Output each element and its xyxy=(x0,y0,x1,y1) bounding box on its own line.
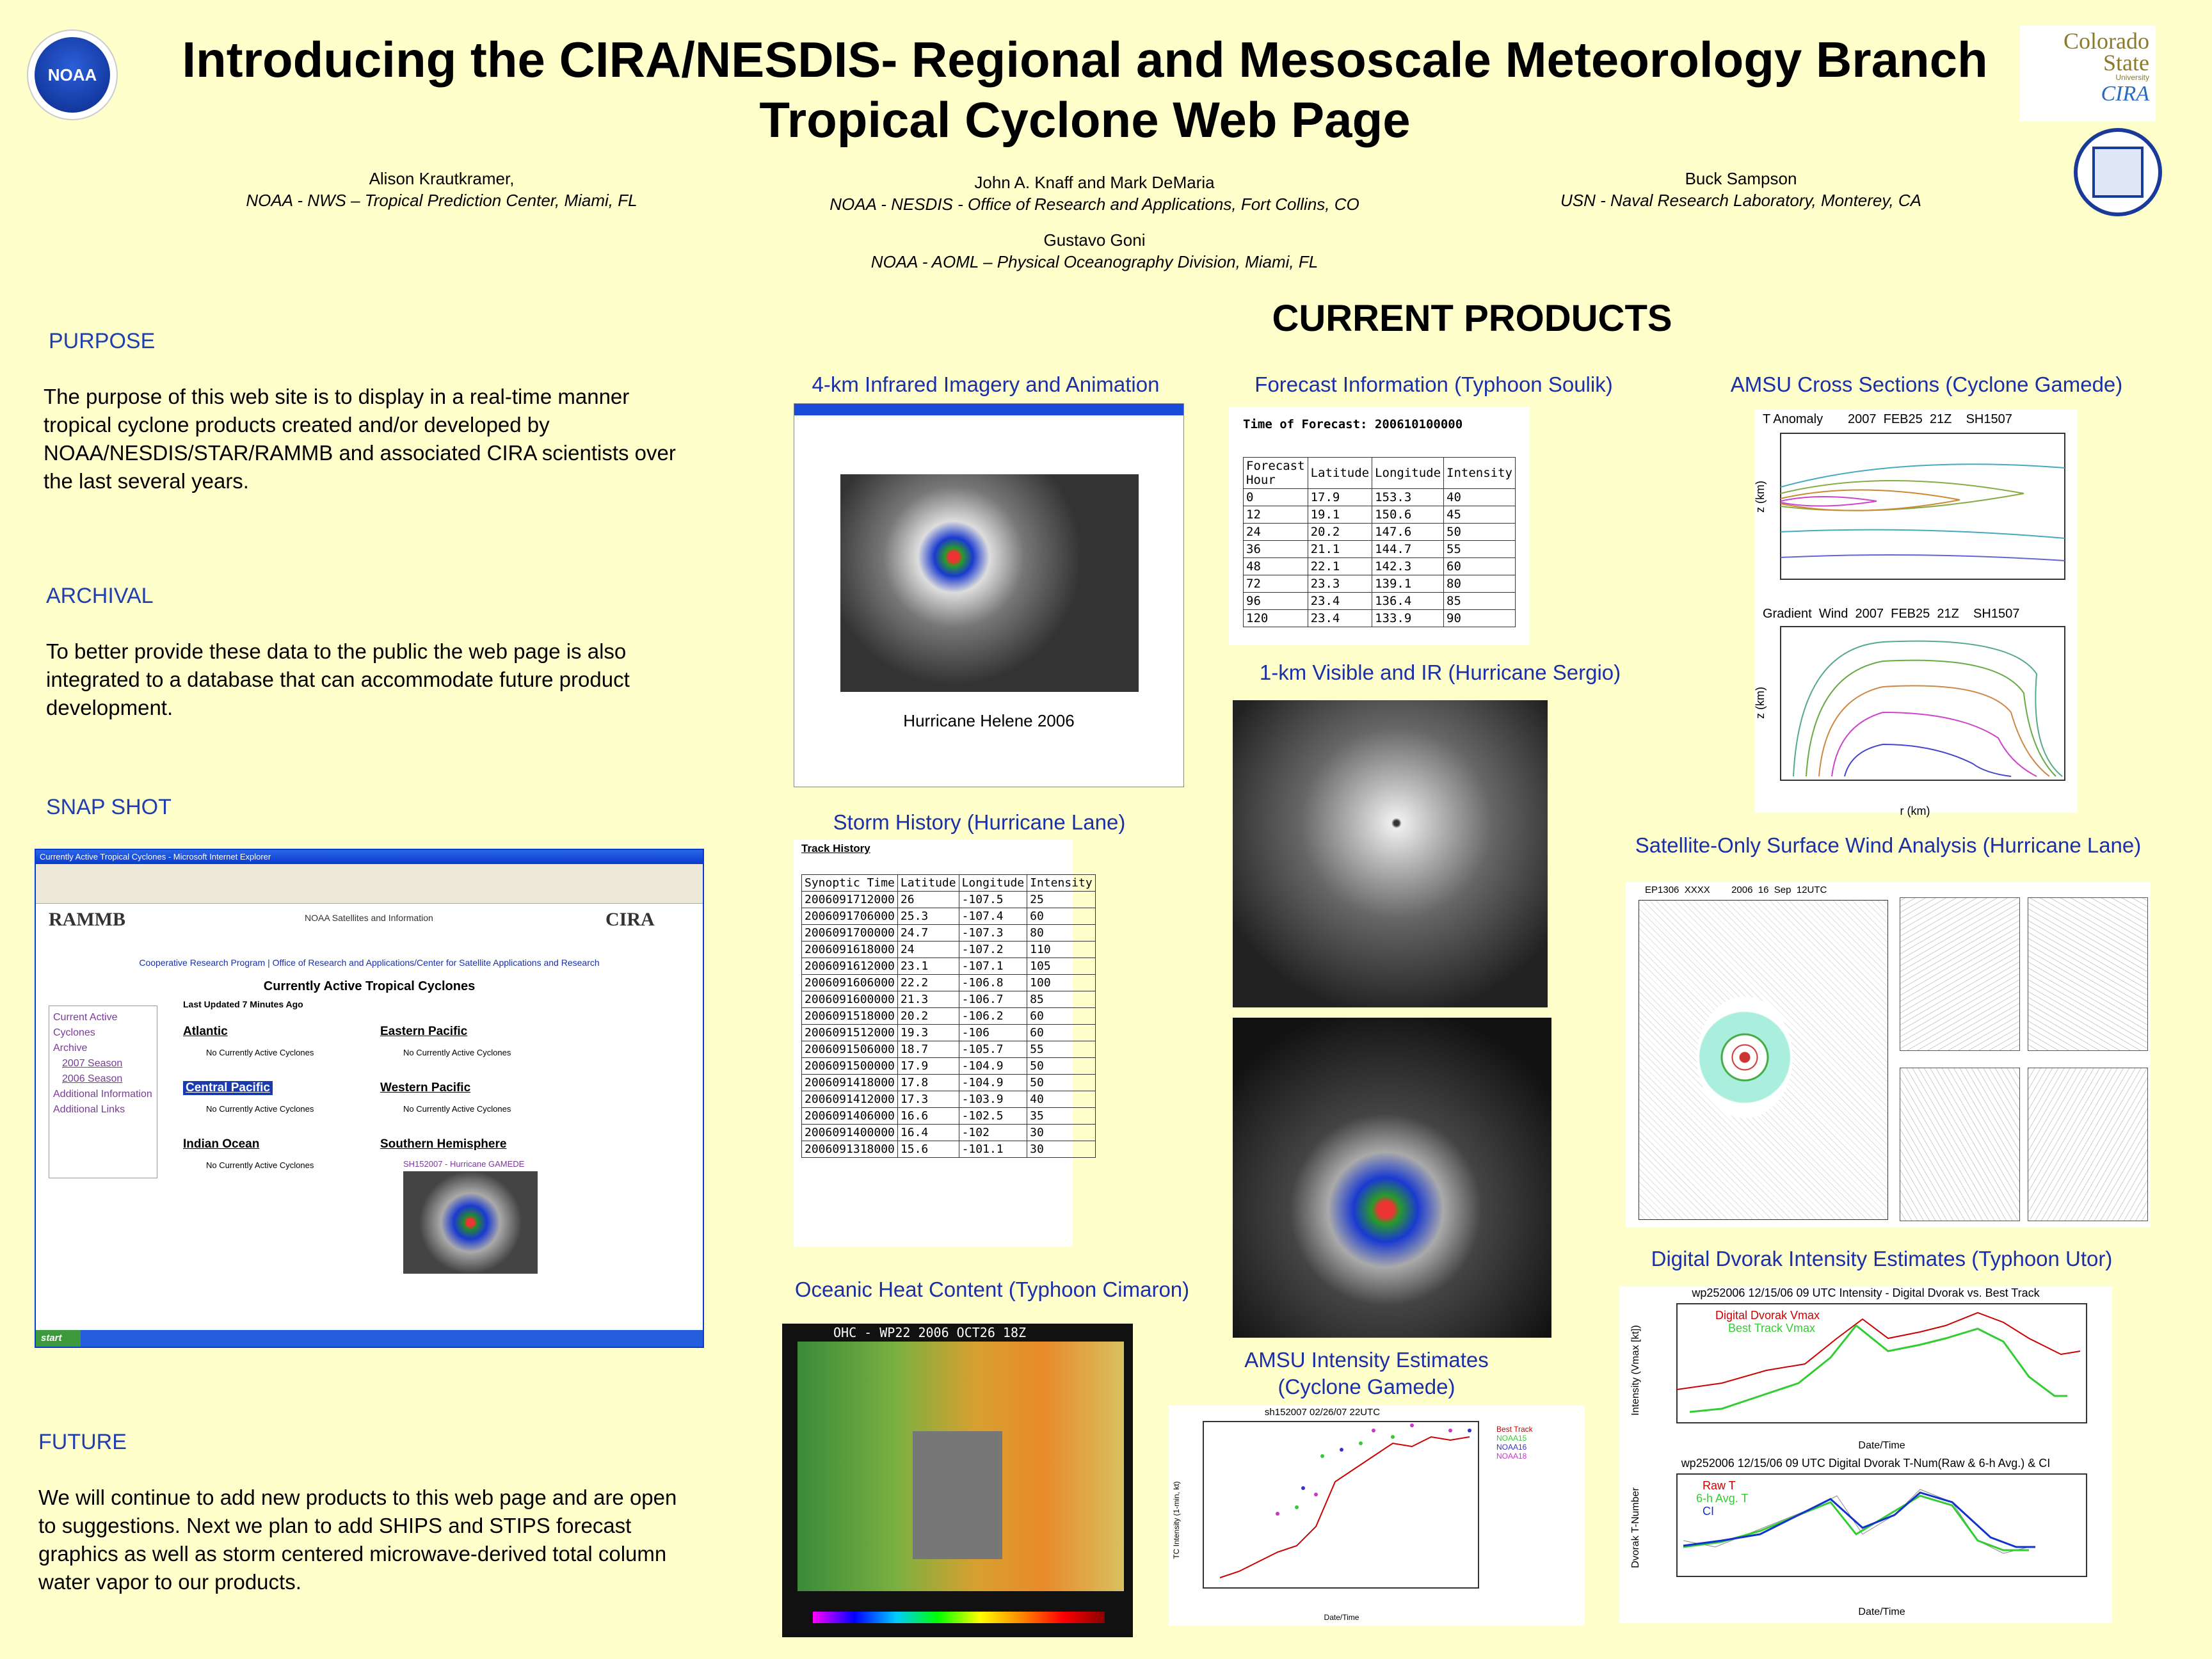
ohc-heading: Oceanic Heat Content (Typhoon Cimaron) xyxy=(794,1278,1190,1301)
cell: 72 xyxy=(1244,575,1308,593)
table-row xyxy=(802,1125,1096,1141)
table-row xyxy=(802,925,1096,942)
rammb-logo: RAMMB xyxy=(49,909,125,930)
track-history-label: Track History xyxy=(801,842,870,854)
cell: 35 xyxy=(1027,1108,1096,1125)
cell: 40 xyxy=(1444,489,1516,506)
basin-status: No Currently Active Cyclones xyxy=(403,1104,511,1114)
author-affiliation: NOAA - NESDIS - Office of Research and Applications, Fort Collins, CO xyxy=(830,195,1359,214)
x-axis-label: r (km) xyxy=(1900,805,1930,817)
table-row xyxy=(802,1008,1096,1025)
cell: 2006091400000 xyxy=(802,1125,898,1141)
cell: 24.7 xyxy=(897,925,959,942)
title-line-1: Introducing the CIRA/NESDIS- Regional and Mesoscale Meteorology Branch xyxy=(182,31,1988,88)
cell: 142.3 xyxy=(1372,558,1444,575)
ir-caption: Hurricane Helene 2006 xyxy=(903,711,1075,730)
wind-map-small-3 xyxy=(1900,1068,2020,1221)
cira-text: CIRA xyxy=(2101,82,2149,106)
cell: 96 xyxy=(1244,593,1308,610)
basin-eastern-pacific[interactable] xyxy=(380,1025,572,1057)
table-row xyxy=(802,1091,1096,1108)
cell: 48 xyxy=(1244,558,1308,575)
x-axis-label: Date/Time xyxy=(1858,1440,1905,1451)
ohc-colorbar xyxy=(813,1612,1105,1623)
nav-2006[interactable]: 2006 Season xyxy=(62,1073,123,1084)
nav-additional-info[interactable]: Additional Information xyxy=(53,1089,152,1100)
cell: 22.1 xyxy=(1308,558,1372,575)
author-affiliation: NOAA - NWS – Tropical Prediction Center, Miami, FL xyxy=(246,191,637,210)
purpose-heading: PURPOSE xyxy=(49,329,156,353)
col-header: Latitude xyxy=(1308,458,1372,489)
wind-map-small-4 xyxy=(2028,1068,2148,1221)
cell: -101.1 xyxy=(959,1141,1027,1158)
tanomaly-plot xyxy=(1755,429,2078,602)
forecast-table xyxy=(1243,457,1516,627)
cell: 136.4 xyxy=(1372,593,1444,610)
cell: 60 xyxy=(1027,908,1096,925)
amsu-cross-panel xyxy=(1754,410,2078,817)
future-text: We will continue to add new products to this web page and are open to suggestions. Next we plan to add SHIPS and STIPS forecast graphics as well as storm centered microwave-derived total column water vapor to our products. xyxy=(38,1486,677,1594)
cell: 36 xyxy=(1244,541,1308,558)
future-heading: FUTURE xyxy=(38,1430,127,1454)
y-axis-label: z (km) xyxy=(1754,481,1767,513)
table-row xyxy=(802,908,1096,925)
author-3 xyxy=(1523,168,1959,211)
dvorak-intensity-plot xyxy=(1619,1300,2112,1454)
table-row xyxy=(1244,610,1516,627)
cell: 2006091712000 xyxy=(802,892,898,908)
cell: 21.1 xyxy=(1308,541,1372,558)
author-affiliation: USN - Naval Research Laboratory, Monterey, CA xyxy=(1560,191,1922,210)
col-header: Latitude xyxy=(897,875,959,892)
csu-text-1: Colorado xyxy=(2064,28,2149,54)
csu-text-3: University xyxy=(2115,73,2149,82)
forecast-time: Time of Forecast: 200610100000 xyxy=(1243,417,1463,431)
cell: -104.9 xyxy=(959,1075,1027,1091)
cell: 147.6 xyxy=(1372,524,1444,541)
legend-ci: CI xyxy=(1703,1505,1714,1518)
cell: -107.5 xyxy=(959,892,1027,908)
cell: 23.3 xyxy=(1308,575,1372,593)
history-table xyxy=(801,874,1096,1158)
table-row xyxy=(802,892,1096,908)
x-axis-label: Date/Time xyxy=(1858,1607,1905,1617)
cell: -107.3 xyxy=(959,925,1027,942)
taskbar xyxy=(36,1330,703,1347)
cell: 90 xyxy=(1444,610,1516,627)
legend-avg-t: 6-h Avg. T xyxy=(1696,1492,1749,1505)
table-row xyxy=(802,958,1096,975)
cell: 85 xyxy=(1027,991,1096,1008)
title-line-2: Tropical Cyclone Web Page xyxy=(759,92,1411,148)
wind-label: EP1306 XXXX 2006 16 Sep 12UTC xyxy=(1645,885,1827,895)
cell: 50 xyxy=(1027,1058,1096,1075)
cell: 15.6 xyxy=(897,1141,959,1158)
cell: 2006091512000 xyxy=(802,1025,898,1041)
cell: 120 xyxy=(1244,610,1308,627)
wind-map-small-1 xyxy=(1900,897,2020,1051)
ohc-label: OHC - WP22 2006 OCT26 18Z xyxy=(833,1325,1027,1340)
wind-heading: Satellite-Only Surface Wind Analysis (Hurricane Lane) xyxy=(1635,833,2142,857)
cell: 139.1 xyxy=(1372,575,1444,593)
basin-name: Indian Ocean xyxy=(183,1137,260,1151)
cell: 25.3 xyxy=(897,908,959,925)
y-axis-label: Intensity (Vmax [kt]) xyxy=(1630,1325,1641,1416)
cell: 45 xyxy=(1444,506,1516,524)
purpose-text: The purpose of this web site is to display in a real-time manner tropical cyclone products created and/or developed by NOAA/NESDIS/STAR/RAMMB and associated CIRA scientists over the last several years. xyxy=(44,385,676,493)
cell: 40 xyxy=(1027,1091,1096,1108)
cell: 85 xyxy=(1444,593,1516,610)
cell: 18.7 xyxy=(897,1041,959,1058)
ohc-map xyxy=(782,1324,1133,1637)
legend-raw-t: Raw T xyxy=(1703,1479,1736,1492)
cell: 50 xyxy=(1444,524,1516,541)
gradient-wind-title: Gradient Wind 2007 FEB25 21Z SH1507 xyxy=(1763,607,2020,621)
cell: 105 xyxy=(1027,958,1096,975)
legend-dvorak-vmax: Digital Dvorak Vmax xyxy=(1715,1309,1820,1322)
table-row xyxy=(1244,593,1516,610)
cell: 2006091600000 xyxy=(802,991,898,1008)
cell: -107.2 xyxy=(959,942,1027,958)
tanomaly-title: T Anomaly 2007 FEB25 21Z SH1507 xyxy=(1763,412,2012,426)
wind-main-map xyxy=(1639,900,1888,1220)
table-row xyxy=(1244,541,1516,558)
col-header: Synoptic Time xyxy=(802,875,898,892)
cell: 17.8 xyxy=(897,1075,959,1091)
cell: 30 xyxy=(1027,1125,1096,1141)
table-row xyxy=(1244,489,1516,506)
cell: 2006091506000 xyxy=(802,1041,898,1058)
col-header: Intensity xyxy=(1027,875,1096,892)
cell: -102 xyxy=(959,1125,1027,1141)
author-name: Gustavo Goni xyxy=(1043,230,1146,250)
cell: -102.5 xyxy=(959,1108,1027,1125)
cell: 17.9 xyxy=(1308,489,1372,506)
cell: 2006091318000 xyxy=(802,1141,898,1158)
cell: 60 xyxy=(1027,1025,1096,1041)
legend-noaa18: NOAA18 xyxy=(1496,1452,1527,1461)
cell: 17.3 xyxy=(897,1091,959,1108)
table-row xyxy=(802,1041,1096,1058)
cell: 19.1 xyxy=(1308,506,1372,524)
cell: 21.3 xyxy=(897,991,959,1008)
nav-archive[interactable]: Archive xyxy=(53,1043,88,1054)
legend-best-track-vmax: Best Track Vmax xyxy=(1728,1322,1816,1334)
ir-color-image xyxy=(1233,1018,1551,1338)
nav-additional-links[interactable]: Additional Links xyxy=(53,1104,125,1115)
cell: 80 xyxy=(1027,925,1096,942)
legend-noaa15: NOAA15 xyxy=(1496,1434,1527,1443)
table-row xyxy=(802,975,1096,991)
noaa-sat-label: NOAA Satellites and Information xyxy=(305,913,433,923)
cell: 2006091618000 xyxy=(802,942,898,958)
dvorak-panel xyxy=(1619,1286,2112,1623)
amsu-int-heading-2: (Cyclone Gamede) xyxy=(1278,1375,1455,1399)
cell: 2006091500000 xyxy=(802,1058,898,1075)
forecast-panel xyxy=(1229,407,1530,645)
table-row xyxy=(802,991,1096,1008)
cell: 2006091606000 xyxy=(802,975,898,991)
last-updated: Last Updated 7 Minutes Ago xyxy=(183,999,303,1009)
csu-text-2: State xyxy=(2103,50,2149,76)
cell: -104.9 xyxy=(959,1058,1027,1075)
gradient-wind-plot xyxy=(1755,623,2078,821)
col-header: Longitude xyxy=(1372,458,1444,489)
cell: 100 xyxy=(1027,975,1096,991)
history-panel xyxy=(794,840,1093,1247)
wind-map-small-2 xyxy=(2028,897,2148,1051)
visible-heading: 1-km Visible and IR (Hurricane Sergio) xyxy=(1259,661,1621,684)
basin-status: No Currently Active Cyclones xyxy=(403,1048,511,1057)
amsu-int-heading-1: AMSU Intensity Estimates xyxy=(1244,1348,1489,1372)
x-axis-label: Date/Time xyxy=(1324,1613,1359,1622)
cell: 2006091612000 xyxy=(802,958,898,975)
archival-heading: ARCHIVAL xyxy=(46,584,154,608)
cell: 26 xyxy=(897,892,959,908)
cell: 110 xyxy=(1027,942,1096,958)
sidebar-nav xyxy=(49,1006,157,1178)
cell: 2006091706000 xyxy=(802,908,898,925)
start-button[interactable]: start xyxy=(36,1330,81,1347)
table-row xyxy=(1244,506,1516,524)
cell: 16.6 xyxy=(897,1108,959,1125)
wind-panel xyxy=(1626,882,2151,1228)
cell: 30 xyxy=(1027,1141,1096,1158)
basin-indian-ocean[interactable] xyxy=(183,1137,375,1170)
cell: 25 xyxy=(1027,892,1096,908)
browser-title: Currently Active Tropical Cyclones - Microsoft Internet Explorer xyxy=(40,852,271,862)
cell: 150.6 xyxy=(1372,506,1444,524)
cell: 2006091518000 xyxy=(802,1008,898,1025)
cell: 23.4 xyxy=(1308,593,1372,610)
author-name: Alison Krautkramer, xyxy=(369,169,515,188)
table-row xyxy=(802,1108,1096,1125)
snapshot-heading: SNAP SHOT xyxy=(46,795,172,819)
table-row xyxy=(1244,524,1516,541)
cira-logo: CIRA xyxy=(605,909,655,930)
archival-text: To better provide these data to the public the web page is also integrated to a database that can accommodate future product development. xyxy=(46,639,630,719)
cell: 24 xyxy=(1244,524,1308,541)
cell: 22.2 xyxy=(897,975,959,991)
legend-noaa16: NOAA16 xyxy=(1496,1443,1527,1452)
cell: 12 xyxy=(1244,506,1308,524)
table-row xyxy=(1244,575,1516,593)
cell: -106.7 xyxy=(959,991,1027,1008)
cell: 20.2 xyxy=(897,1008,959,1025)
dvorak-heading: Digital Dvorak Intensity Estimates (Typhoon Utor) xyxy=(1651,1247,2113,1270)
basin-status: No Currently Active Cyclones xyxy=(206,1104,314,1114)
table-row xyxy=(802,1141,1096,1158)
col-header: Forecast Hour xyxy=(1244,458,1308,489)
col-header: Longitude xyxy=(959,875,1027,892)
basin-name: Southern Hemisphere xyxy=(380,1137,507,1151)
nav-2007[interactable]: 2007 Season xyxy=(62,1058,123,1069)
cell: -103.9 xyxy=(959,1091,1027,1108)
noaa-logo-text: NOAA xyxy=(47,65,97,84)
y-axis-label: Dvorak T-Number xyxy=(1630,1487,1641,1568)
basin-atlantic[interactable] xyxy=(183,1025,375,1057)
cell: 2006091406000 xyxy=(802,1108,898,1125)
cell: -106 xyxy=(959,1025,1027,1041)
page-title: Currently Active Tropical Cyclones xyxy=(263,979,476,993)
author-4 xyxy=(787,229,1402,273)
ir-image xyxy=(840,474,1139,692)
basin-name: Western Pacific xyxy=(380,1081,471,1094)
cell: -106.2 xyxy=(959,1008,1027,1025)
cell: 60 xyxy=(1444,558,1516,575)
cell: 55 xyxy=(1444,541,1516,558)
y-axis-label: z (km) xyxy=(1754,687,1767,719)
table-row xyxy=(802,1075,1096,1091)
cell: -106.8 xyxy=(959,975,1027,991)
cell: 16.4 xyxy=(897,1125,959,1141)
storm-thumbnail[interactable] xyxy=(403,1171,538,1274)
amsu-int-panel xyxy=(1169,1406,1585,1626)
noaa-logo xyxy=(27,29,118,120)
ir-browser-panel xyxy=(794,403,1184,787)
amsu-int-plot xyxy=(1169,1418,1585,1623)
cell: 80 xyxy=(1444,575,1516,593)
cell: -107.1 xyxy=(959,958,1027,975)
amsu-int-heading xyxy=(1178,1347,1555,1400)
dvorak-plot1-title: wp252006 12/15/06 09 UTC Intensity - Digital Dvorak vs. Best Track xyxy=(1692,1286,2040,1299)
current-products-heading: CURRENT PRODUCTS xyxy=(1272,298,1672,339)
table-row xyxy=(802,1058,1096,1075)
cell: 23.4 xyxy=(1308,610,1372,627)
cell: 60 xyxy=(1027,1008,1096,1025)
nav-current[interactable]: Current Active Cyclones xyxy=(53,1012,118,1038)
table-row xyxy=(802,942,1096,958)
author-1 xyxy=(211,168,672,211)
basin-name: Central Pacific xyxy=(183,1081,273,1095)
table-header-row xyxy=(1244,458,1516,489)
cell: 144.7 xyxy=(1372,541,1444,558)
basin-southern-hemisphere[interactable] xyxy=(380,1137,572,1274)
dvorak-plot2-title: wp252006 12/15/06 09 UTC Digital Dvorak T-Num(Raw & 6-h Avg.) & CI xyxy=(1681,1457,2051,1470)
basin-central-pacific[interactable] xyxy=(183,1081,375,1114)
breadcrumb-links[interactable]: Cooperative Research Program | Office of Research and Applications/Center for Satellite Applications and Research xyxy=(139,958,600,968)
y-axis-label: TC Intensity (1-min, kt) xyxy=(1172,1481,1181,1559)
author-name: John A. Knaff and Mark DeMaria xyxy=(974,173,1215,192)
cell: 2006091412000 xyxy=(802,1091,898,1108)
snapshot-browser xyxy=(35,849,704,1348)
basin-name: Atlantic xyxy=(183,1025,228,1038)
cell: 20.2 xyxy=(1308,524,1372,541)
cell: 2006091700000 xyxy=(802,925,898,942)
browser-titlebar xyxy=(36,850,703,864)
basin-status: No Currently Active Cyclones xyxy=(206,1048,314,1057)
cell: 23.1 xyxy=(897,958,959,975)
basin-name: Eastern Pacific xyxy=(380,1025,468,1038)
browser-header xyxy=(36,904,703,955)
cell: -105.7 xyxy=(959,1041,1027,1058)
table-row xyxy=(802,1025,1096,1041)
cell: 133.9 xyxy=(1372,610,1444,627)
ir-titlebar xyxy=(794,404,1183,415)
cell: 50 xyxy=(1027,1075,1096,1091)
ir-heading: 4-km Infrared Imagery and Animation xyxy=(812,373,1160,396)
browser-toolbar xyxy=(36,864,703,904)
cell: -107.4 xyxy=(959,908,1027,925)
amsu-int-title: sh152007 02/26/07 22UTC xyxy=(1264,1407,1381,1418)
author-affiliation: NOAA - AOML – Physical Oceanography Division, Miami, FL xyxy=(870,252,1318,271)
author-2 xyxy=(787,172,1402,215)
history-heading: Storm History (Hurricane Lane) xyxy=(833,810,1126,834)
visible-image xyxy=(1233,700,1548,1007)
cell: 2006091418000 xyxy=(802,1075,898,1091)
legend-best-track: Best Track xyxy=(1496,1425,1533,1434)
cell: 17.9 xyxy=(897,1058,959,1075)
table-header-row xyxy=(802,875,1096,892)
dvorak-tnum-plot xyxy=(1619,1470,2112,1624)
table-row xyxy=(1244,558,1516,575)
cell: 0 xyxy=(1244,489,1308,506)
nrl-seal xyxy=(2074,128,2162,216)
author-name: Buck Sampson xyxy=(1685,169,1797,188)
cell: 55 xyxy=(1027,1041,1096,1058)
basin-status[interactable]: SH152007 - Hurricane GAMEDE xyxy=(403,1159,525,1169)
col-header: Intensity xyxy=(1444,458,1516,489)
basin-western-pacific[interactable] xyxy=(380,1081,572,1114)
cell: 24 xyxy=(897,942,959,958)
forecast-heading: Forecast Information (Typhoon Soulik) xyxy=(1254,373,1613,396)
basin-status: No Currently Active Cyclones xyxy=(206,1160,314,1170)
amsu-cross-heading: AMSU Cross Sections (Cyclone Gamede) xyxy=(1730,373,2123,396)
cell: 153.3 xyxy=(1372,489,1444,506)
poster-title xyxy=(128,29,2042,150)
cell: 19.3 xyxy=(897,1025,959,1041)
